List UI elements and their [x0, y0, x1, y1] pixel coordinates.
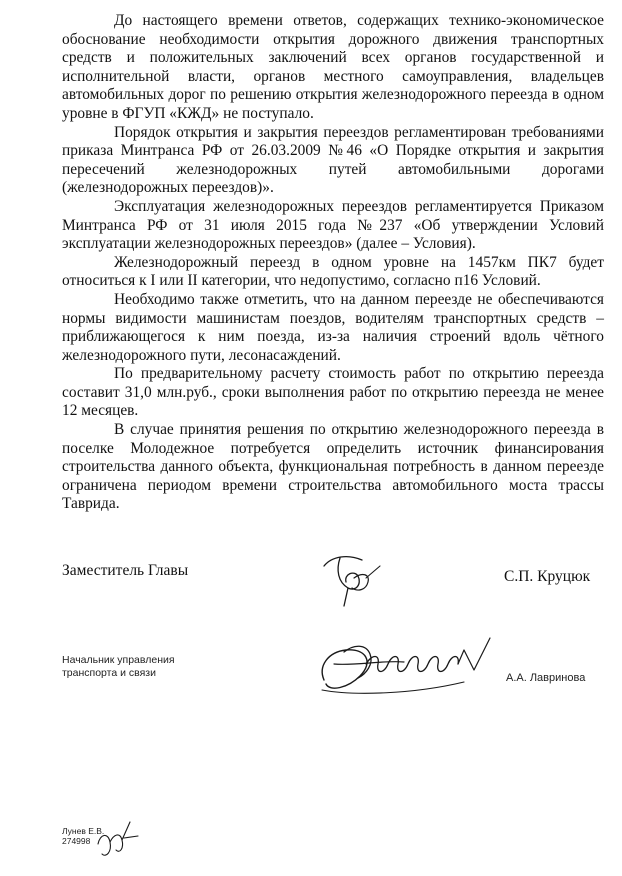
paragraph-1: До настоящего времени ответов, содержащих технико-экономическое обоснование необходимости открытия дорожного движения транспортных средств и положительных заключений всех органов государственной и исполнительной власти, органов местного самоуправления, владельцев автомобильных дорог по решению открытия железнодорожного переезда в одном уровне в ФГУП «КЖД» не поступало.: [62, 12, 604, 122]
head-signature: [314, 630, 504, 710]
head-name: А.А. Лавринова: [506, 672, 586, 684]
paragraph-7: В случае принятия решения по открытию железнодорожного переезда в поселке Молодежное потребуется определить источник финансирования строительства данного объекта, функциональная потребность в данном переезде ограничена периодом времени строительства автомобильного моста трассы Таврида.: [62, 421, 604, 513]
paragraph-5: Необходимо также отметить, что на данном переезде не обеспечиваются нормы видимости машинистам поездов, водителям транспортных средств – приближающегося к ним поезда, из-за наличия строений вдоль чётного железнодорожного пути, лесонасаждений.: [62, 290, 604, 364]
head-title-line1: Начальник управления: [62, 654, 175, 666]
paragraph-6: По предварительному расчету стоимость работ по открытию переезда составит 31,0 млн.руб., сроки выполнения работ по открытию переезда не менее 12 месяцев.: [62, 365, 604, 420]
paragraph-4: Железнодорожный переезд в одном уровне на 1457км ПК7 будет относиться к I или II категории, что недопустимо, согласно п16 Условий.: [62, 253, 604, 290]
paragraph-3: Эксплуатация железнодорожных переездов регламентируется Приказом Минтранса РФ от 31 июля 2015 года №237 «Об утверждении Условий эксплуатации железнодорожных переездов» (далее – Условия).: [62, 197, 604, 253]
head-title-line2: транспорта и связи: [62, 667, 156, 679]
executor-name: Лунев Е.В.: [62, 826, 105, 836]
paragraph-2: Порядок открытия и закрытия переездов регламентирован требованиями приказа Минтранса РФ от 26.03.2009 №46 «О Порядке открытия и закрытия пересечений железнодорожных путей автомобильными дорогами (железнодорожных переездов)».: [62, 123, 604, 197]
deputy-name: С.П. Круцюк: [504, 568, 591, 585]
letter-body: [62, 12, 604, 514]
executor-phone: 274998: [62, 836, 91, 846]
executor-signature: [94, 814, 144, 864]
deputy-signature: [318, 548, 388, 608]
deputy-title: Заместитель Главы: [62, 562, 189, 579]
